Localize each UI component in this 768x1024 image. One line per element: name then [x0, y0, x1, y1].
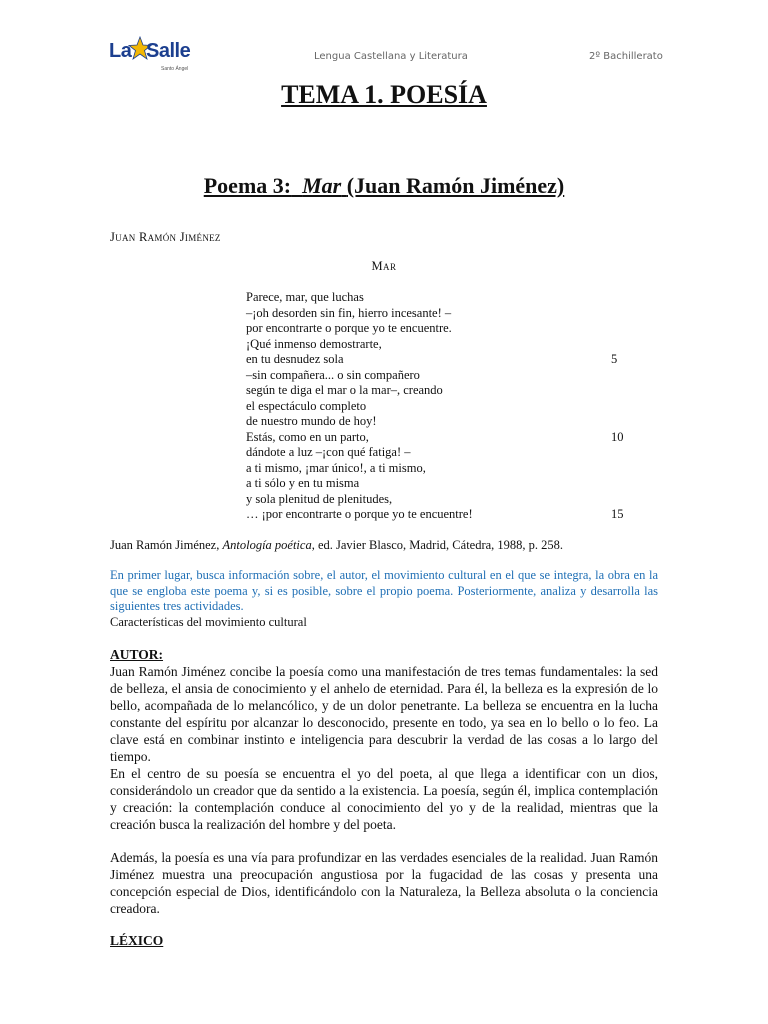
- lexico-heading: LÉXICO: [110, 933, 164, 948]
- verse: [246, 337, 646, 353]
- verse: [246, 321, 646, 337]
- verse-text: Parece, mar, que luchas: [246, 290, 364, 304]
- citation-rest: , ed. Javier Blasco, Madrid, Cátedra, 1988, p. 258.: [311, 538, 564, 552]
- header-subject: Lengua Castellana y Literatura: [314, 51, 468, 62]
- verse-text: –sin compañera... o sin compañero: [246, 367, 420, 382]
- verse: [246, 368, 646, 384]
- verse-number: 10: [611, 429, 624, 444]
- verse: [246, 507, 646, 523]
- verse: [246, 414, 646, 430]
- verse: [246, 399, 646, 415]
- logo-la-text: La: [109, 40, 132, 62]
- logo-salle-text: Salle: [146, 40, 191, 62]
- verse-text: a ti sólo y en tu misma: [246, 476, 360, 490]
- verse: [246, 306, 646, 322]
- verse-text: Estás, como en un parto,: [246, 429, 369, 444]
- page-header: [0, 32, 768, 76]
- verse: [246, 383, 646, 399]
- poem-title: Mar: [371, 259, 397, 273]
- poem-subtitle: [0, 173, 768, 199]
- subtitle-suffix: (Juan Ramón Jiménez): [346, 173, 565, 198]
- autor-paragraph-3: Además, la poesía es una vía para profundizar en las verdades esenciales de la realidad. Juan Ramón Jiménez muestra una preocupación angustiosa por la fugacidad de las cosas y presenta una concepción especial de Dios, identificándolo con la Naturaleza, la Belleza absoluta o la conciencia creadora.: [110, 850, 658, 916]
- verse-text: y sola plenitud de plenitudes,: [246, 491, 393, 506]
- verse-text: según te diga el mar o la mar–, creando: [246, 383, 443, 397]
- autor-heading: AUTOR:: [110, 647, 164, 662]
- verse-text: el espectáculo completo: [246, 398, 367, 413]
- verse: [246, 430, 646, 446]
- verse-number: 15: [611, 507, 624, 521]
- verse-text: en tu desnudez sola: [246, 352, 344, 366]
- instructions-text: En primer lugar, busca información sobre, el autor, el movimiento cultural en el que se integra, la obra en la que se engloba este poema y, si es posible, sobre el propio poema. Posteriormente, analiza y desarrolla las siguientes tres actividades.: [110, 568, 658, 613]
- logo-subtitle: Santo Ángel: [161, 66, 189, 72]
- poem-body: [246, 290, 646, 523]
- verse-text: … ¡por encontrarte o porque yo te encuentre!: [246, 507, 473, 521]
- verse-text: ¡Qué inmenso demostrarte,: [246, 336, 382, 351]
- header-course: 2º Bachillerato: [589, 51, 663, 62]
- verse-text: de nuestro mundo de hoy!: [246, 414, 377, 428]
- author-heading: Juan Ramón Jiménez: [110, 230, 221, 244]
- autor-paragraph-2: En el centro de su poesía se encuentra el yo del poeta, al que llega a identificar con un dios, considerándolo un creador que da sentido a la existencia. La poesía, según él, implica contemplación y creación: la contemplación conduce al conocimiento del yo y de la realidad, mientras que la creación busca la realización del hombre y del poeta.: [110, 766, 658, 832]
- verse: [246, 445, 646, 461]
- citation-author: Juan Ramón Jiménez,: [110, 538, 220, 552]
- verse: [246, 461, 646, 477]
- cultural-movement-label: Características del movimiento cultural: [110, 615, 307, 629]
- verse-text: –¡oh desorden sin fin, hierro incesante! –: [246, 305, 452, 320]
- verse-number: 5: [611, 352, 618, 366]
- verse: [246, 352, 646, 368]
- subtitle-prefix: Poema 3:: [203, 173, 292, 198]
- subtitle-poem: Mar: [302, 173, 342, 198]
- autor-paragraph-1: Juan Ramón Jiménez concibe la poesía como una manifestación de tres temas fundamentales: la sed de belleza, el ansia de conocimiento y el anhelo de eternidad. Para él, la belleza es la expresión de lo bello, acompañada de lo melancólico, y de un dolor penetrante. La belleza se encuentra en la lucha constante del espíritu por alcanzar lo desconocido, presente en todo, ya sea en lo bello o lo feo. La clave está en combinar instinto e inteligencia para descubrir la verdad de las cosas a lo largo del tiempo.: [110, 664, 658, 764]
- verse-text: a ti mismo, ¡mar único!, a ti mismo,: [246, 460, 426, 475]
- verse: [246, 476, 646, 492]
- verse: [246, 492, 646, 508]
- poem-citation: [110, 538, 563, 553]
- verse: [246, 290, 646, 306]
- la-salle-logo: [109, 36, 199, 76]
- verse-text: dándote a luz –¡con qué fatiga! –: [246, 445, 411, 459]
- citation-book: Antología poética: [222, 538, 312, 552]
- verse-text: por encontrarte o porque yo te encuentre.: [246, 321, 452, 335]
- page-title: TEMA 1. POESÍA: [281, 80, 487, 109]
